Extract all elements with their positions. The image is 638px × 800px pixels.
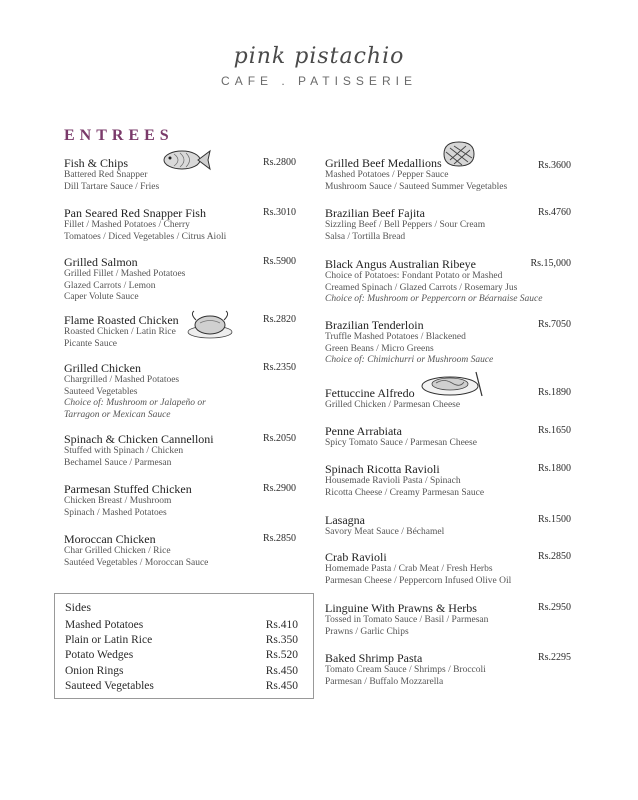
- item-name: Linguine With Prawns & Herbs: [325, 601, 477, 615]
- item-desc: Sizzling Beef / Bell Peppers / Sour Cream: [325, 220, 486, 230]
- item-name: Black Angus Australian Ribeye: [325, 257, 476, 271]
- item-desc: Tomato Cream Sauce / Shrimps / Broccoli: [325, 665, 486, 675]
- item-desc: Roasted Chicken / Latin Rice: [64, 327, 176, 337]
- item-price: Rs.2800: [262, 157, 296, 168]
- item-desc: Parmesan / Buffalo Mozzarella: [325, 676, 444, 687]
- item-desc: Stuffed with Spinach / Chicken: [64, 446, 184, 456]
- menu-item: [325, 318, 571, 367]
- item-price: Rs.1890: [537, 387, 571, 398]
- item-price: Rs.7050: [537, 319, 571, 330]
- item-desc: Tomatoes / Diced Vegetables / Citrus Aioli: [64, 231, 227, 242]
- item-desc: Homemade Pasta / Crab Meat / Fresh Herbs: [325, 564, 493, 574]
- side-price: Rs.410: [265, 619, 298, 631]
- item-price: Rs.5900: [262, 256, 296, 267]
- side-item: [65, 665, 298, 677]
- item-name: Pan Seared Red Snapper Fish: [64, 206, 206, 220]
- item-price: Rs.2850: [262, 533, 296, 544]
- item-desc: Creamed Spinach / Glazed Carrots / Rosemary Jus: [325, 282, 518, 293]
- menu-item: [325, 601, 571, 638]
- item-name: Penne Arrabiata: [325, 424, 402, 438]
- item-desc: Truffle Mashed Potatoes / Blackened: [325, 332, 466, 342]
- item-name: Brazilian Beef Fajita: [325, 206, 425, 220]
- menu-item: [64, 532, 296, 569]
- item-note: Choice of: Chimichurri or Mushroom Sauce: [325, 355, 494, 365]
- item-price: Rs.2820: [262, 314, 296, 325]
- item-price: Rs.2900: [262, 483, 296, 494]
- menu-item: [325, 206, 571, 243]
- item-desc: Prawns / Garlic Chips: [325, 626, 409, 637]
- menu-item: [64, 206, 296, 243]
- item-price: Rs.1800: [537, 463, 571, 474]
- menu-item: [325, 257, 571, 306]
- item-price: Rs.1650: [537, 425, 571, 436]
- sides-box: [54, 593, 314, 699]
- item-price: Rs.1500: [537, 514, 571, 525]
- item-desc: Chicken Breast / Mushroom: [64, 496, 172, 506]
- item-desc: Fillet / Mashed Potatoes / Cherry: [64, 220, 190, 230]
- menu-item: [64, 156, 296, 193]
- item-price: Rs.2350: [262, 362, 296, 373]
- item-name: Parmesan Stuffed Chicken: [64, 482, 192, 496]
- brand-logo: pink pistachio: [233, 44, 405, 69]
- item-name: Spinach & Chicken Cannelloni: [64, 432, 214, 446]
- item-price: Rs.2295: [537, 652, 571, 663]
- item-desc: Ricotta Cheese / Creamy Parmesan Sauce: [325, 487, 485, 498]
- item-name: Grilled Salmon: [64, 255, 138, 269]
- item-name: Fish & Chips: [64, 156, 129, 170]
- menu-item: [325, 156, 571, 193]
- item-desc: Salsa / Tortilla Bread: [325, 231, 406, 242]
- item-price: Rs.2850: [537, 551, 571, 562]
- item-name: Moroccan Chicken: [64, 532, 156, 546]
- item-price: Rs.2050: [262, 433, 296, 444]
- side-price: Rs.520: [265, 649, 298, 661]
- item-desc: Grilled Fillet / Mashed Potatoes: [64, 269, 186, 279]
- menu-item: [325, 651, 571, 688]
- menu-item: [325, 462, 571, 499]
- item-name: Brazilian Tenderloin: [325, 318, 424, 332]
- menu-item: [325, 424, 571, 450]
- item-desc: Grilled Chicken / Parmesan Cheese: [325, 400, 461, 410]
- item-name: Baked Shrimp Pasta: [325, 651, 423, 665]
- menu-item: [325, 550, 571, 587]
- item-desc: Savory Meat Sauce / Béchamel: [325, 527, 445, 537]
- brand-tagline: CAFE . PATISSERIE: [221, 74, 417, 88]
- menu-item: [325, 513, 571, 539]
- item-name: Grilled Chicken: [64, 361, 141, 375]
- item-desc: Dill Tartare Sauce / Fries: [64, 181, 160, 192]
- side-name: Sauteed Vegetables: [65, 680, 154, 692]
- item-name: Flame Roasted Chicken: [64, 313, 179, 327]
- item-desc: Green Beans / Micro Greens: [325, 343, 434, 354]
- item-name: Grilled Beef Medallions: [325, 156, 442, 170]
- item-name: Fettuccine Alfredo: [325, 386, 415, 400]
- menu-item: [325, 386, 571, 412]
- item-price: Rs.3600: [537, 160, 571, 171]
- item-desc: Glazed Carrots / Lemon: [64, 280, 156, 291]
- side-item: [65, 680, 298, 692]
- side-price: Rs.450: [265, 665, 298, 677]
- item-desc: Bechamel Sauce / Parmesan: [64, 457, 172, 468]
- item-desc: Char Grilled Chicken / Rice: [64, 546, 171, 556]
- item-desc: Caper Volute Sauce: [64, 292, 139, 302]
- item-note: Choice of: Mushroom or Peppercorn or Béarnaise Sauce: [325, 294, 543, 304]
- item-price: Rs.15,000: [530, 258, 571, 269]
- sides-title: Sides: [65, 600, 92, 614]
- item-price: Rs.4760: [537, 207, 571, 218]
- item-desc: Spicy Tomato Sauce / Parmesan Cheese: [325, 438, 477, 448]
- item-price: Rs.2950: [537, 602, 571, 613]
- item-note: Tarragon or Mexican Sauce: [64, 409, 171, 420]
- item-desc: Mashed Potatoes / Pepper Sauce: [325, 170, 449, 180]
- item-note: Choice of: Mushroom or Jalapeño or: [64, 398, 206, 408]
- menu-item: [64, 255, 296, 304]
- side-item: [65, 649, 298, 661]
- item-desc: Chargrilled / Mashed Potatoes: [64, 375, 180, 385]
- item-desc: Parmesan Cheese / Peppercorn Infused Olive Oil: [325, 575, 512, 586]
- menu-item: [64, 482, 296, 519]
- side-price: Rs.450: [265, 680, 298, 692]
- side-item: [65, 634, 298, 646]
- section-title: ENTREES: [64, 127, 174, 144]
- item-desc: Mushroom Sauce / Sauteed Summer Vegetables: [325, 181, 508, 192]
- side-item: [65, 619, 298, 631]
- item-price: Rs.3010: [262, 207, 296, 218]
- side-name: Mashed Potatoes: [65, 619, 144, 631]
- item-desc: Sautéed Vegetables / Moroccan Sauce: [64, 557, 209, 568]
- side-price: Rs.350: [265, 634, 298, 646]
- menu-item: [64, 313, 296, 350]
- item-desc: Spinach / Mashed Potatoes: [64, 507, 167, 518]
- menu-item: [64, 361, 296, 421]
- item-desc: Housemade Ravioli Pasta / Spinach: [325, 476, 461, 486]
- item-name: Spinach Ricotta Ravioli: [325, 462, 440, 476]
- item-desc: Picante Sauce: [64, 338, 118, 349]
- item-desc: Choice of Potatoes: Fondant Potato or Mashed: [325, 271, 503, 281]
- side-name: Plain or Latin Rice: [65, 634, 153, 646]
- item-desc: Tossed in Tomato Sauce / Basil / Parmesan: [325, 615, 489, 625]
- item-name: Lasagna: [325, 513, 365, 527]
- item-desc: Sauteed Vegetables: [64, 386, 138, 397]
- menu-item: [64, 432, 296, 469]
- item-name: Crab Ravioli: [325, 550, 387, 564]
- side-name: Onion Rings: [65, 665, 124, 677]
- side-name: Potato Wedges: [65, 649, 134, 661]
- item-desc: Battered Red Snapper: [64, 170, 148, 180]
